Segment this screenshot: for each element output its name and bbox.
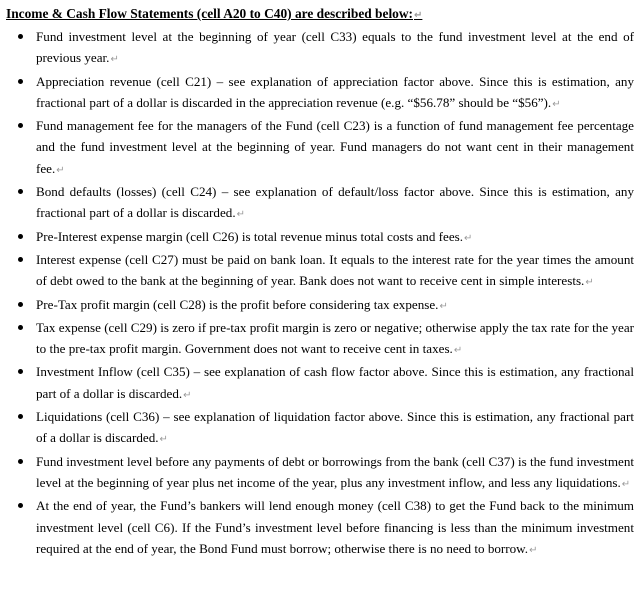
list-item xyxy=(6,317,634,362)
bullet-icon xyxy=(18,34,23,39)
list-item-text: Pre-Tax profit margin (cell C28) is the profit before considering tax expense. xyxy=(36,296,439,312)
paragraph-mark-icon: ↵ xyxy=(439,300,448,312)
bullet-icon xyxy=(18,189,23,194)
list-item-text: Pre-Interest expense margin (cell C26) is total revenue minus total costs and fees. xyxy=(36,228,463,244)
bullet-icon xyxy=(18,123,23,128)
bullet-icon xyxy=(18,414,23,419)
list-item xyxy=(6,115,634,181)
list-item-text: Fund investment level before any payments of debt or borrowings from the bank (cell C37) is the fund investment level at the beginning of year plus net income of the year, plus any investment inflow, and less any liquidations. xyxy=(36,453,634,490)
bullet-icon xyxy=(18,459,23,464)
bullet-icon xyxy=(18,234,23,239)
list-item xyxy=(6,451,634,496)
list-item xyxy=(6,361,634,406)
list-item-text: Bond defaults (losses) (cell C24) – see explanation of default/loss factor above. Since this is estimation, any fractional part of a dollar is discarded. xyxy=(36,184,634,221)
list-item xyxy=(6,71,634,116)
paragraph-mark-icon: ↵ xyxy=(464,232,473,244)
list-item-text: Fund investment level at the beginning of year (cell C33) equals to the fund investment level at the end of previous year. xyxy=(36,29,634,66)
paragraph-mark-icon: ↵ xyxy=(159,434,168,446)
list-item xyxy=(6,495,634,561)
bullet-icon xyxy=(18,302,23,307)
paragraph-mark-icon: ↵ xyxy=(414,10,423,21)
paragraph-mark-icon: ↵ xyxy=(529,544,538,556)
section-heading xyxy=(6,4,634,25)
paragraph-mark-icon: ↵ xyxy=(183,389,192,401)
paragraph-mark-icon: ↵ xyxy=(585,277,594,289)
list-item-text: At the end of year, the Fund’s bankers will lend enough money (cell C38) to get the Fund back to the minimum investment level (cell C6). If the Fund’s investment level before financing is less than the minimum investment required at the end of year, the Bond Fund must borrow; otherwise there is no need to borrow. xyxy=(36,498,634,556)
list-item-text: Fund management fee for the managers of the Fund (cell C23) is a function of fund management fee percentage and the fund investment level at the beginning of year. Fund managers do not want cent in their management fee. xyxy=(36,118,634,176)
list-item xyxy=(6,294,634,317)
list-item-text: Investment Inflow (cell C35) – see explanation of cash flow factor above. Since this is estimation, any fractional part of a dollar is discarded. xyxy=(36,364,634,401)
list-item-text: Liquidations (cell C36) – see explanation of liquidation factor above. Since this is estimation, any fractional part of a dollar is discarded. xyxy=(36,409,634,446)
bullet-icon xyxy=(18,369,23,374)
paragraph-mark-icon: ↵ xyxy=(621,478,631,490)
bullet-icon xyxy=(18,79,23,84)
section-heading-text: Income & Cash Flow Statements (cell A20 to C40) are described below: xyxy=(6,6,413,21)
paragraph-mark-icon: ↵ xyxy=(236,209,245,221)
list-item xyxy=(6,226,634,249)
list-item-text: Interest expense (cell C27) must be paid on bank loan. It equals to the interest rate for the year times the amount of debt owed to the bank at the beginning of year. Bank does not want to receive cent in simple interests. xyxy=(36,251,634,289)
bullet-list xyxy=(6,26,634,561)
list-item-text: Appreciation revenue (cell C21) – see explanation of appreciation factor above. Since this is estimation, any fractional part of a dollar is discarded in the appreciation revenue (e.g. “$56.78” should be “$56”). xyxy=(36,73,634,110)
paragraph-mark-icon: ↵ xyxy=(110,54,119,66)
list-item xyxy=(6,249,634,294)
list-item-text: Tax expense (cell C29) is zero if pre-tax profit margin is zero or negative; otherwise apply the tax rate for the year to the pre-tax profit margin. Government does not want to receive cent in taxes. xyxy=(36,319,634,357)
bullet-icon xyxy=(18,503,23,508)
bullet-icon xyxy=(18,257,23,262)
list-item xyxy=(6,26,634,71)
paragraph-mark-icon: ↵ xyxy=(56,164,65,176)
bullet-icon xyxy=(18,325,23,330)
paragraph-mark-icon: ↵ xyxy=(552,98,561,110)
list-item xyxy=(6,181,634,226)
paragraph-mark-icon: ↵ xyxy=(453,345,463,357)
list-item xyxy=(6,406,634,451)
